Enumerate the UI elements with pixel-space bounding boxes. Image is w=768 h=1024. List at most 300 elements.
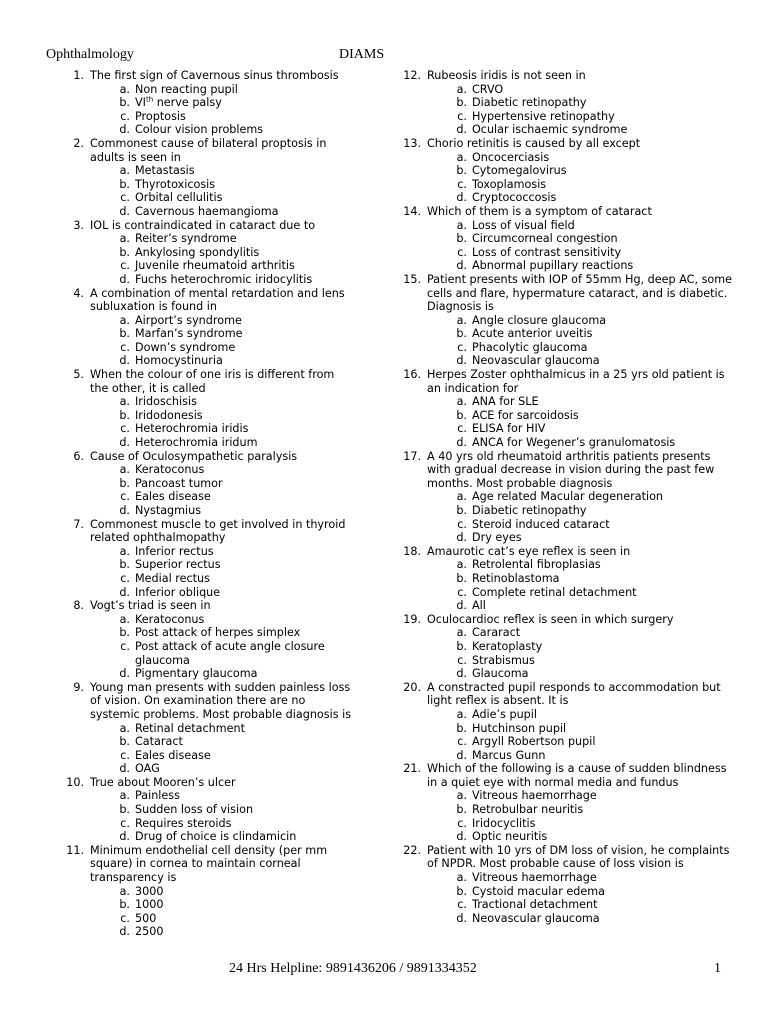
question-text: Minimum endothelial cell density (per mm square) in cornea to maintain corneal transparency is (90, 843, 328, 885)
option-list (427, 789, 733, 843)
option-item (90, 749, 356, 763)
option-item (90, 123, 356, 137)
question-number: 20. (403, 680, 421, 694)
option-item (427, 735, 733, 749)
option-text (135, 341, 235, 354)
option-letter: b. (456, 803, 467, 817)
question-item (403, 450, 733, 545)
option-text-main: Acute anterior uveitis (472, 327, 593, 341)
option-letter: a. (119, 313, 130, 327)
option-text-main: Strabismus (472, 653, 535, 667)
option-letter: c. (457, 422, 467, 436)
option-item (90, 586, 356, 600)
option-letter: b. (119, 558, 130, 572)
option-letter: c. (457, 109, 467, 123)
option-text-main: Argyll Robertson pupil (472, 735, 596, 749)
option-text-main: Circumcorneal congestion (472, 232, 618, 246)
option-letter: c. (457, 898, 467, 912)
option-item (90, 246, 356, 260)
option-letter: d. (119, 667, 130, 681)
option-text (135, 586, 220, 599)
option-letter: c. (120, 816, 130, 830)
question-number: 16. (403, 368, 421, 382)
option-item (90, 667, 356, 681)
option-item (427, 708, 733, 722)
option-text-main: Heterochromia iridis (135, 422, 249, 436)
question-number: 3. (73, 218, 84, 232)
option-text (472, 885, 605, 898)
option-text-main: Iridoschisis (135, 395, 197, 409)
option-item (427, 191, 733, 205)
option-text (135, 110, 186, 123)
option-letter: c. (457, 816, 467, 830)
question-number: 2. (73, 136, 84, 150)
option-text-main: Fuchs heterochromic iridocylitis (135, 272, 313, 286)
option-text (135, 789, 180, 802)
option-text (135, 490, 211, 503)
option-letter: a. (456, 313, 467, 327)
option-letter: a. (456, 218, 467, 232)
question-number: 5. (73, 368, 84, 382)
option-text-main: Vitreous haemorrhage (472, 789, 597, 803)
option-letter: c. (120, 422, 130, 436)
option-letter: b. (456, 504, 467, 517)
option-item (90, 545, 356, 559)
option-text (472, 354, 600, 367)
question-text: The first sign of Cavernous sinus thrombosis (90, 69, 339, 82)
option-text-main: Nystagmius (135, 504, 202, 517)
option-text (135, 749, 211, 762)
option-letter: c. (120, 490, 130, 504)
option-letter: d. (119, 123, 130, 137)
option-text-main: ANA for SLE (472, 395, 539, 409)
option-list (90, 395, 356, 449)
option-text-main: Hutchinson pupil (472, 721, 567, 735)
option-text-main: Juvenile rheumatoid arthritis (135, 259, 295, 273)
question-item (66, 776, 356, 844)
option-text-main: Marfan’s syndrome (135, 327, 243, 341)
option-text (135, 96, 222, 109)
option-text (472, 164, 567, 177)
option-item (427, 151, 733, 165)
question-item (66, 137, 356, 219)
option-letter: c. (457, 340, 467, 354)
question-item (403, 368, 733, 450)
option-item (90, 436, 356, 450)
option-text (472, 518, 610, 531)
option-text-main: 2500 (135, 925, 164, 939)
option-letter: a. (119, 164, 130, 178)
option-text-main: Loss of visual field (472, 218, 575, 232)
option-text (472, 232, 618, 245)
option-text (135, 232, 237, 245)
option-text (472, 96, 587, 109)
option-item (427, 246, 733, 260)
question-item (66, 69, 356, 137)
question-number: 21. (403, 762, 421, 776)
question-text: Which of them is a symptom of cataract (427, 204, 652, 218)
option-letter: d. (119, 925, 130, 939)
option-letter: d. (456, 354, 467, 368)
question-number: 8. (73, 599, 84, 613)
option-letter: b. (119, 177, 130, 191)
option-item (427, 395, 733, 409)
option-item (90, 722, 356, 736)
option-list (90, 83, 356, 137)
option-item (90, 96, 356, 110)
option-text-main: VI (135, 96, 146, 110)
option-text (472, 314, 606, 327)
option-item (90, 232, 356, 246)
question-item (66, 681, 356, 776)
option-item (427, 654, 733, 668)
option-text-main: Heterochromia iridum (135, 436, 258, 450)
option-letter: d. (119, 762, 130, 776)
option-text-main: Pancoast tumor (135, 476, 223, 490)
option-item (90, 178, 356, 192)
left-question-column (66, 69, 356, 939)
question-text: A combination of mental retardation and lens subluxation is found in (90, 286, 345, 314)
question-number: 10. (66, 775, 84, 789)
option-text-main: Abnormal pupillary reactions (472, 259, 634, 273)
option-text (472, 871, 597, 884)
option-letter: b. (456, 639, 467, 653)
question-text: Rubeosis iridis is not seen in (427, 69, 586, 82)
question-item (403, 613, 733, 681)
option-letter: a. (119, 612, 130, 626)
option-text (135, 817, 231, 830)
question-item (403, 205, 733, 273)
option-item (427, 354, 733, 368)
option-text-main: Complete retinal detachment (472, 585, 637, 599)
question-item (403, 762, 733, 844)
option-text-main: Adie’s pupil (472, 707, 537, 721)
option-letter: a. (456, 490, 467, 504)
option-item (427, 871, 733, 885)
option-list (90, 232, 356, 286)
option-text (135, 409, 203, 422)
option-item (427, 518, 733, 532)
option-text (472, 599, 486, 612)
option-text-main: Eales disease (135, 748, 211, 762)
option-item (90, 409, 356, 423)
question-item (403, 273, 733, 368)
option-item (427, 96, 733, 110)
option-text-main: Colour vision problems (135, 123, 264, 137)
option-text-main: Age related Macular degeneration (472, 490, 664, 504)
option-text (472, 490, 663, 503)
option-text-main: Homocystinuria (135, 354, 223, 368)
option-item (427, 667, 733, 681)
option-letter: d. (119, 272, 130, 286)
option-item (90, 490, 356, 504)
option-text (472, 246, 621, 259)
option-list (90, 545, 356, 599)
option-letter: c. (120, 639, 130, 653)
option-item (90, 327, 356, 341)
option-text-main: Retrolental fibroplasias (472, 558, 601, 572)
option-item (427, 259, 733, 273)
option-superscript: th (145, 95, 154, 104)
option-letter: c. (457, 177, 467, 191)
option-letter: b. (119, 735, 130, 749)
option-item (427, 599, 733, 613)
option-text (135, 925, 163, 938)
question-text: Commonest cause of bilateral proptosis in adults is seen in (90, 136, 327, 164)
right-question-column (403, 69, 733, 925)
option-item (427, 83, 733, 97)
option-text-main: Keratoconus (135, 463, 205, 477)
option-item (427, 817, 733, 831)
option-text-main: Inferior rectus (135, 544, 214, 558)
option-text-main: Oncocerciasis (472, 150, 550, 164)
option-text (472, 708, 537, 721)
option-letter: a. (456, 395, 467, 409)
option-text (135, 735, 183, 748)
question-item (403, 137, 733, 205)
question-text: Vogt’s triad is seen in (90, 599, 211, 613)
option-letter: b. (119, 327, 130, 341)
option-text (472, 504, 587, 517)
option-text (135, 803, 253, 816)
option-item (90, 273, 356, 287)
option-text-main: Medial rectus (135, 571, 210, 585)
option-letter: a. (456, 789, 467, 803)
option-text (472, 586, 637, 599)
option-letter: d. (119, 585, 130, 599)
option-list (427, 626, 733, 680)
option-text (135, 273, 312, 286)
option-text-main: Vitreous haemorrhage (472, 871, 597, 885)
option-letter: b. (456, 96, 467, 110)
option-item (90, 762, 356, 776)
option-letter: d. (456, 599, 467, 613)
option-text (472, 327, 592, 340)
option-letter: d. (456, 911, 467, 925)
option-text-main: Toxoplamosis (472, 177, 547, 191)
option-letter: b. (119, 245, 130, 259)
option-item (427, 898, 733, 912)
option-item (427, 409, 733, 423)
question-number: 13. (403, 136, 421, 150)
option-letter: d. (456, 436, 467, 450)
option-text (472, 817, 535, 830)
option-text (135, 885, 163, 898)
option-letter: a. (119, 544, 130, 558)
option-text-main: Diabetic retinopathy (472, 504, 587, 517)
option-text (135, 123, 263, 136)
question-number: 9. (73, 680, 84, 694)
option-text-main: Neovascular glaucoma (472, 911, 600, 925)
question-text: Patient presents with IOP of 55mm Hg, deep AC, some cells and flare, hypermature cataract, and is diabetic. Diagnosis is (427, 272, 733, 314)
option-item (90, 898, 356, 912)
option-list (427, 83, 733, 137)
option-text (135, 572, 210, 585)
question-text: Oculocardioc reflex is seen in which surgery (427, 612, 674, 626)
option-text (472, 436, 675, 449)
question-text: Young man presents with sudden painless loss of vision. On examination there are no systemic problems. Most probable diagnosis is (90, 680, 352, 721)
option-item (427, 123, 733, 137)
option-item (427, 422, 733, 436)
option-text (135, 164, 195, 177)
option-list (90, 613, 356, 681)
option-text-main: Dry eyes (472, 531, 522, 545)
option-text (135, 898, 163, 911)
option-letter: b. (456, 408, 467, 422)
option-letter: b. (119, 898, 130, 912)
option-text-main: Post attack of acute angle closure glaucoma (135, 639, 325, 667)
option-letter: a. (119, 721, 130, 735)
option-text (135, 545, 214, 558)
option-letter: a. (119, 463, 130, 477)
option-letter: c. (457, 517, 467, 531)
option-text-main: Drug of choice is clindamicin (135, 830, 297, 844)
option-text (472, 572, 559, 585)
option-letter: b. (456, 164, 467, 178)
option-list (427, 395, 733, 449)
option-text-main: Ocular ischaemic syndrome (472, 123, 628, 137)
option-letter: a. (119, 789, 130, 803)
option-text-main: Sudden loss of vision (135, 803, 254, 817)
option-text (135, 912, 156, 925)
option-item (427, 885, 733, 899)
option-item (90, 259, 356, 273)
option-text-main: Tractional detachment (472, 898, 598, 912)
option-letter: d. (119, 204, 130, 218)
option-item (90, 504, 356, 518)
option-item (427, 803, 733, 817)
question-item (403, 69, 733, 137)
question-number: 17. (403, 449, 421, 463)
option-item (90, 789, 356, 803)
question-item (66, 518, 356, 600)
option-item (427, 640, 733, 654)
option-item (90, 830, 356, 844)
option-item (90, 395, 356, 409)
option-letter: c. (120, 911, 130, 925)
option-text (472, 749, 545, 762)
option-text-main: Glaucoma (472, 667, 529, 681)
option-text-main: Superior rectus (135, 558, 221, 572)
question-text: Amaurotic cat’s eye reflex is seen in (427, 544, 631, 558)
option-letter: a. (456, 871, 467, 885)
question-text: Herpes Zoster ophthalmicus in a 25 yrs old patient is an indication for (427, 368, 725, 395)
option-letter: a. (456, 82, 467, 96)
question-text: When the colour of one iris is different from the other, it is called (90, 368, 335, 395)
option-letter: c. (120, 571, 130, 585)
option-letter: d. (456, 748, 467, 762)
option-text (472, 151, 549, 164)
option-text (135, 558, 221, 571)
option-list (90, 314, 356, 368)
option-text (135, 259, 295, 272)
option-letter: d. (456, 830, 467, 844)
option-list (90, 789, 356, 843)
option-text (135, 178, 215, 191)
option-letter: d. (456, 667, 467, 681)
option-letter: c. (120, 191, 130, 205)
option-item (427, 531, 733, 545)
option-item (427, 586, 733, 600)
option-text (135, 436, 258, 449)
option-text-main: Metastasis (135, 164, 195, 178)
question-number: 12. (403, 69, 421, 82)
option-list (427, 871, 733, 925)
option-text (472, 259, 633, 272)
option-text (135, 667, 258, 680)
option-text-main: Steroid induced cataract (472, 517, 610, 531)
option-text-main: Requires steroids (135, 816, 232, 830)
option-item (90, 803, 356, 817)
option-text (472, 640, 542, 653)
option-item (90, 83, 356, 97)
option-list (90, 463, 356, 517)
option-text (472, 803, 583, 816)
option-text-main: Inferior oblique (135, 585, 221, 599)
option-item (427, 558, 733, 572)
option-list (427, 558, 733, 612)
option-text-main: Cataract (135, 735, 183, 749)
option-text-main: Diabetic retinopathy (472, 96, 587, 110)
question-item (403, 545, 733, 613)
option-list (90, 164, 356, 218)
option-item (90, 735, 356, 749)
option-item (90, 626, 356, 640)
option-letter: d. (119, 354, 130, 368)
option-list (427, 314, 733, 368)
option-text-main: 1000 (135, 898, 164, 912)
option-text-main: OAG (135, 762, 160, 776)
question-item (403, 844, 733, 926)
option-letter: b. (119, 803, 130, 817)
option-letter: b. (119, 408, 130, 422)
option-text-main: Post attack of herpes simplex (135, 626, 301, 640)
option-text-main: Retinal detachment (135, 721, 245, 735)
option-letter: b. (456, 327, 467, 341)
option-text-main: Eales disease (135, 490, 211, 504)
option-letter: c. (120, 109, 130, 123)
option-text (135, 246, 259, 259)
option-item (90, 925, 356, 939)
question-number: 4. (73, 286, 84, 300)
question-number: 22. (403, 843, 421, 857)
option-letter: c. (120, 259, 130, 273)
option-letter: c. (120, 748, 130, 762)
option-text (472, 789, 597, 802)
option-text (135, 327, 243, 340)
option-item (90, 191, 356, 205)
question-number: 11. (66, 843, 84, 857)
question-number: 15. (403, 272, 421, 286)
option-text (472, 83, 503, 96)
option-item (427, 219, 733, 233)
option-text-tail: nerve palsy (153, 96, 222, 110)
option-item (427, 912, 733, 926)
option-item (427, 490, 733, 504)
option-letter: b. (456, 571, 467, 585)
option-text (135, 626, 300, 639)
option-item (90, 354, 356, 368)
option-letter: b. (119, 96, 130, 110)
option-text (472, 178, 546, 191)
option-text (472, 395, 539, 408)
question-text: Chorio retinitis is caused by all except (427, 136, 641, 150)
option-letter: c. (120, 340, 130, 354)
option-text-main: Airport’s syndrome (135, 313, 242, 327)
option-item (427, 164, 733, 178)
option-text-main: Retinoblastoma (472, 571, 560, 585)
option-list (427, 219, 733, 273)
